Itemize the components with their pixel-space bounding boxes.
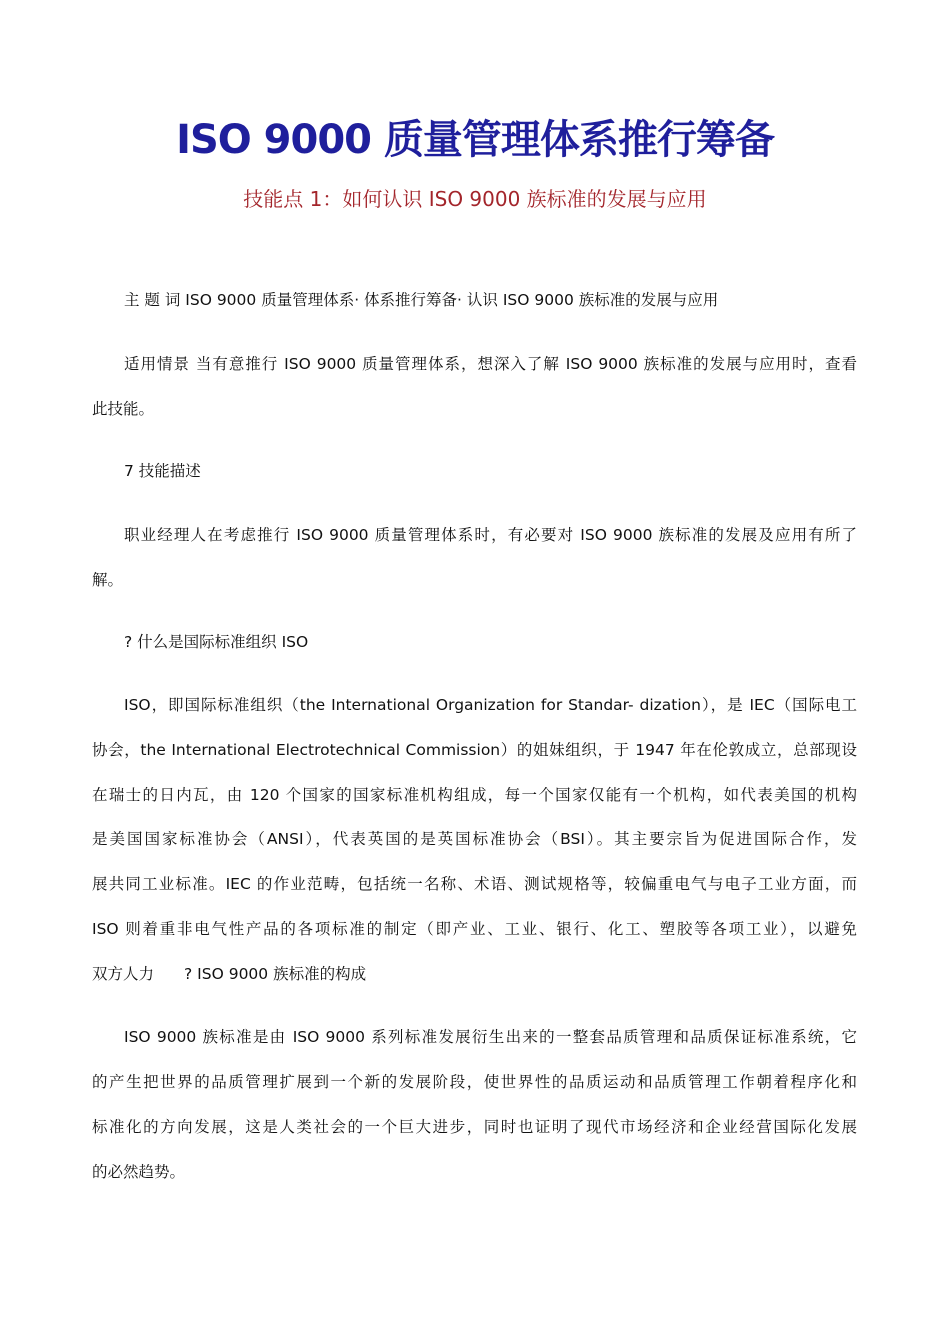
family-para-line-3: 标准化的方向发展，这是人类社会的一个巨大进步，同时也证明了现代市场经济和企业经营国际化发展 [92,1118,857,1136]
intro-line-2: 解。 [92,571,124,589]
iso-para-line-1: ISO，即国际标准组织（the International Organization for Standar- dization），是 IEC（国际电工 [124,696,857,714]
document-title: ISO 9000 质量管理体系推行筹备 [176,117,774,163]
intro-line-1: 职业经理人在考虑推行 ISO 9000 质量管理体系时，有必要对 ISO 9000 族标准的发展及应用有所了 [124,526,857,544]
question-iso9000-composition: ? ISO 9000 族标准的构成 [184,965,367,983]
iso-para-line-2: 协会，the International Electrotechnical Commission）的姐妹组织，于 1947 年在伦敦成立，总部现设 [92,741,857,759]
iso-para-line-6: ISO 则着重非电气性产品的各项标准的制定（即产业、工业、银行、化工、塑胶等各项工业），以避免 [92,920,857,938]
scenario-line-2: 此技能。 [92,400,155,418]
iso-para-last-line [92,963,366,985]
scenario-line-1: 适用情景 当有意推行 ISO 9000 质量管理体系，想深入了解 ISO 9000 族标准的发展与应用时，查看 [124,355,857,373]
family-para-line-2: 的产生把世界的品质管理扩展到一个新的发展阶段，使世界性的品质运动和品质管理工作朝着程序化和 [92,1073,857,1091]
iso-para-line-5: 展共同工业标准。IEC 的作业范畴，包括统一名称、术语、测试规格等，较偏重电气与电子工业方面，而 [92,875,857,893]
iso-para-line-3: 在瑞士的日内瓦，由 120 个国家的国家标准机构组成，每一个国家仅能有一个机构，如代表美国的机构 [92,786,857,804]
keywords-line: 主 题 词 ISO 9000 质量管理体系· 体系推行筹备· 认识 ISO 9000 族标准的发展与应用 [124,291,719,309]
family-para-line-4: 的必然趋势。 [92,1163,186,1181]
question-what-is-iso: ? 什么是国际标准组织 ISO [124,633,309,651]
section-heading: 7 技能描述 [124,462,201,480]
iso-para-line-4: 是美国国家标准协会（ANSI），代表英国的是英国标准协会（BSI）。其主要宗旨为促进国际合作，发 [92,830,857,848]
iso-para-line-7: 双方人力 [92,965,155,983]
family-para-line-1: ISO 9000 族标准是由 ISO 9000 系列标准发展衍生出来的一整套品质管理和品质保证标准系统，它 [124,1028,857,1046]
document-subtitle: 技能点 1：如何认识 ISO 9000 族标准的发展与应用 [243,187,707,211]
